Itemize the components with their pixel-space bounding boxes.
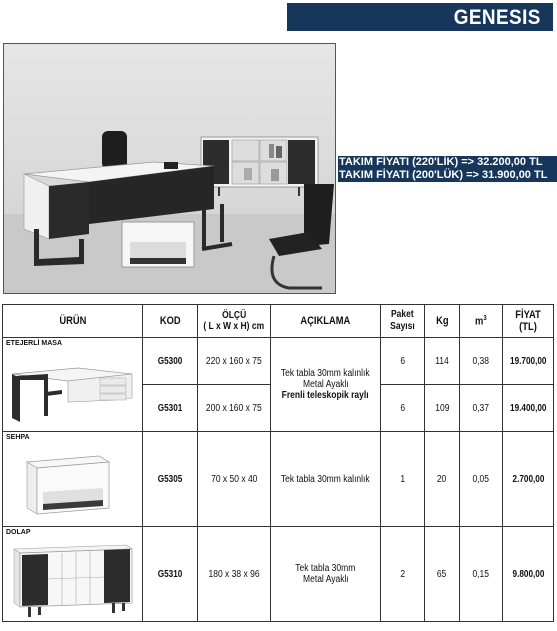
paket-cell: 6 bbox=[381, 338, 425, 385]
m3-cell: 0,38 bbox=[460, 338, 503, 385]
table-header-row bbox=[3, 305, 554, 338]
kod-cell: G5310 bbox=[143, 527, 198, 622]
kg-cell: 20 bbox=[425, 432, 460, 527]
coffee-table-thumbnail bbox=[23, 452, 113, 520]
m3-cell: 0,37 bbox=[460, 385, 503, 432]
kod-cell: G5305 bbox=[143, 432, 198, 527]
header-aciklama: AÇIKLAMA bbox=[271, 305, 381, 338]
brand-header-bar bbox=[287, 3, 553, 31]
kod-cell: G5301 bbox=[143, 385, 198, 432]
olcu-cell: 70 x 50 x 40 bbox=[198, 432, 271, 527]
header-paket: Paket Sayısı bbox=[381, 305, 425, 338]
header-urun: ÜRÜN bbox=[3, 305, 143, 338]
fiyat-cell: 9.800,00 bbox=[503, 527, 554, 622]
brand-title: GENESIS bbox=[453, 6, 541, 29]
paket-cell: 2 bbox=[381, 527, 425, 622]
paket-cell: 6 bbox=[381, 385, 425, 432]
set-price-200: TAKIM FİYATI (200'LÜK) => 31.900,00 TL bbox=[338, 169, 557, 182]
header-fiyat: FİYAT (TL) bbox=[503, 305, 554, 338]
olcu-cell: 220 x 160 x 75 bbox=[198, 338, 271, 385]
product-label: SEHPA bbox=[6, 434, 30, 441]
header-kod: KOD bbox=[143, 305, 198, 338]
desk-thumbnail bbox=[8, 356, 136, 426]
header-olcu: ÖLÇÜ ( L x W x H) cm bbox=[198, 305, 271, 338]
product-cell-dolap bbox=[3, 527, 143, 622]
aciklama-cell: Tek tabla 30mm kalınlık Metal Ayaklı Frenli teleskopik raylı bbox=[271, 338, 381, 432]
olcu-cell: 200 x 160 x 75 bbox=[198, 385, 271, 432]
set-price-220: TAKIM FİYATI (220'LİK) => 32.200,00 TL bbox=[338, 156, 557, 169]
paket-cell: 1 bbox=[381, 432, 425, 527]
office-set-illustration bbox=[4, 44, 335, 293]
m3-cell: 0,15 bbox=[460, 527, 503, 622]
kg-cell: 114 bbox=[425, 338, 460, 385]
kod-cell: G5300 bbox=[143, 338, 198, 385]
fiyat-cell: 19.400,00 bbox=[503, 385, 554, 432]
set-prices bbox=[338, 156, 557, 182]
table-row bbox=[3, 432, 554, 527]
kg-cell: 65 bbox=[425, 527, 460, 622]
cabinet-thumbnail bbox=[8, 541, 136, 619]
m3-cell: 0,05 bbox=[460, 432, 503, 527]
header-kg: Kg bbox=[425, 305, 460, 338]
fiyat-cell: 19.700,00 bbox=[503, 338, 554, 385]
header-m3: $m^3$ bbox=[460, 305, 503, 338]
kg-cell: 109 bbox=[425, 385, 460, 432]
product-table bbox=[2, 304, 554, 622]
product-label: ETEJERLİ MASA bbox=[6, 340, 63, 347]
product-set-photo bbox=[3, 43, 336, 294]
table-row bbox=[3, 527, 554, 622]
aciklama-cell: Tek tabla 30mm Metal Ayaklı bbox=[271, 527, 381, 622]
table-row bbox=[3, 338, 554, 385]
olcu-cell: 180 x 38 x 96 bbox=[198, 527, 271, 622]
product-cell-etejerli-masa bbox=[3, 338, 143, 432]
product-cell-sehpa bbox=[3, 432, 143, 527]
product-label: DOLAP bbox=[6, 529, 31, 536]
aciklama-cell: Tek tabla 30mm kalınlık bbox=[271, 432, 381, 527]
fiyat-cell: 2.700,00 bbox=[503, 432, 554, 527]
